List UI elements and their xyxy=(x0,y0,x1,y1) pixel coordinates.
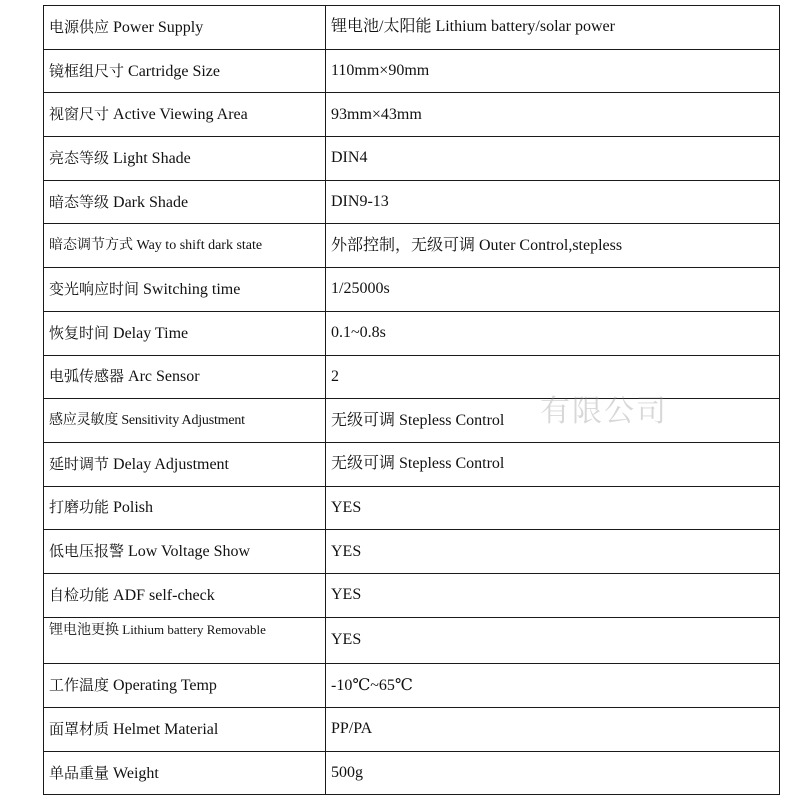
value-cell: YES xyxy=(326,617,780,664)
table-row xyxy=(44,573,780,617)
label-cn: 暗态等级 xyxy=(49,192,110,211)
value-cell: DIN4 xyxy=(326,137,780,181)
label-en: Delay Adjustment xyxy=(113,455,229,473)
label-cn: 自检功能 xyxy=(49,585,110,604)
label-en: Switching time xyxy=(143,280,241,298)
label-en: Weight xyxy=(113,764,159,782)
value-cell: YES xyxy=(326,530,780,574)
label-cell xyxy=(44,573,326,617)
table-row xyxy=(44,442,780,486)
label-cn: 恢复时间 xyxy=(49,323,110,342)
value-cell: 无级可调 Stepless Control xyxy=(326,442,780,486)
label-cn: 打磨功能 xyxy=(49,498,110,517)
label-cell xyxy=(44,355,326,399)
value-cell: 外部控制，无级可调 Outer Control,stepless xyxy=(326,224,780,268)
value-cell: 1/25000s xyxy=(326,268,780,312)
label-en: Light Shade xyxy=(113,149,191,167)
label-cn: 视窗尺寸 xyxy=(49,105,110,124)
label-cell xyxy=(44,224,326,268)
table-row xyxy=(44,617,780,664)
label-cell xyxy=(44,399,326,443)
label-cell xyxy=(44,268,326,312)
label-en: Cartridge Size xyxy=(128,62,220,80)
table-row xyxy=(44,399,780,443)
label-en: Polish xyxy=(113,499,154,517)
label-en: Way to shift dark state xyxy=(136,238,263,254)
value-cell: YES xyxy=(326,573,780,617)
label-en: Arc Sensor xyxy=(128,368,200,386)
label-en: Delay Time xyxy=(113,324,189,342)
table-row xyxy=(44,93,780,137)
label-cn: 亮态等级 xyxy=(49,148,110,167)
label-cell xyxy=(44,486,326,530)
label-en: Lithium battery Removable xyxy=(122,621,266,637)
label-cn: 低电压报警 xyxy=(49,542,125,561)
label-cell xyxy=(44,751,326,795)
label-cell xyxy=(44,617,326,664)
table-row xyxy=(44,224,780,268)
label-cn: 延时调节 xyxy=(49,454,110,473)
table-row xyxy=(44,137,780,181)
label-cell xyxy=(44,442,326,486)
label-cn: 暗态调节方式 xyxy=(49,237,133,254)
value-cell: 0.1~0.8s xyxy=(326,311,780,355)
label-en: Low Voltage Show xyxy=(128,543,251,561)
value-cell: PP/PA xyxy=(326,708,780,752)
value-cell: 2 xyxy=(326,355,780,399)
table-row xyxy=(44,664,780,708)
table-row xyxy=(44,486,780,530)
spec-table xyxy=(43,5,780,795)
label-cn: 面罩材质 xyxy=(49,719,110,738)
table-row xyxy=(44,268,780,312)
value-cell: 500g xyxy=(326,751,780,795)
table-row xyxy=(44,530,780,574)
value-cell: DIN9-13 xyxy=(326,180,780,224)
label-en: ADF self-check xyxy=(113,586,215,604)
value-cell: YES xyxy=(326,486,780,530)
table-row xyxy=(44,355,780,399)
value-cell: 110mm×90mm xyxy=(326,49,780,93)
label-cn: 变光响应时间 xyxy=(49,279,140,298)
label-en: Helmet Material xyxy=(113,720,219,738)
label-cn: 感应灵敏度 xyxy=(49,412,118,429)
table-row xyxy=(44,49,780,93)
label-en: Dark Shade xyxy=(113,193,189,211)
label-cell xyxy=(44,6,326,50)
table-row xyxy=(44,751,780,795)
label-en: Power Supply xyxy=(113,18,204,36)
label-cell xyxy=(44,49,326,93)
table-row xyxy=(44,708,780,752)
value-cell: 无级可调 Stepless Control xyxy=(326,399,780,443)
table-row xyxy=(44,6,780,50)
value-cell: 93mm×43mm xyxy=(326,93,780,137)
label-cell xyxy=(44,311,326,355)
value-cell: 锂电池/太阳能 Lithium battery/solar power xyxy=(326,6,780,50)
watermark: 有限公司 xyxy=(540,394,668,429)
label-cell xyxy=(44,664,326,708)
table-row xyxy=(44,311,780,355)
table-row xyxy=(44,180,780,224)
label-cell xyxy=(44,530,326,574)
label-cell xyxy=(44,93,326,137)
label-en: Sensitivity Adjustment xyxy=(121,413,245,429)
value-cell: -10℃~65℃ xyxy=(326,664,780,708)
label-cn: 镜框组尺寸 xyxy=(49,61,125,80)
label-cell xyxy=(44,708,326,752)
label-cn: 工作温度 xyxy=(49,676,110,695)
label-cell xyxy=(44,180,326,224)
label-cn: 电弧传感器 xyxy=(49,367,125,386)
label-en: Operating Temp xyxy=(113,677,217,695)
label-cell xyxy=(44,137,326,181)
label-cn: 锂电池更换 xyxy=(49,621,119,638)
label-cn: 电源供应 xyxy=(49,17,110,36)
label-cn: 单品重量 xyxy=(49,763,110,782)
label-en: Active Viewing Area xyxy=(113,106,248,124)
